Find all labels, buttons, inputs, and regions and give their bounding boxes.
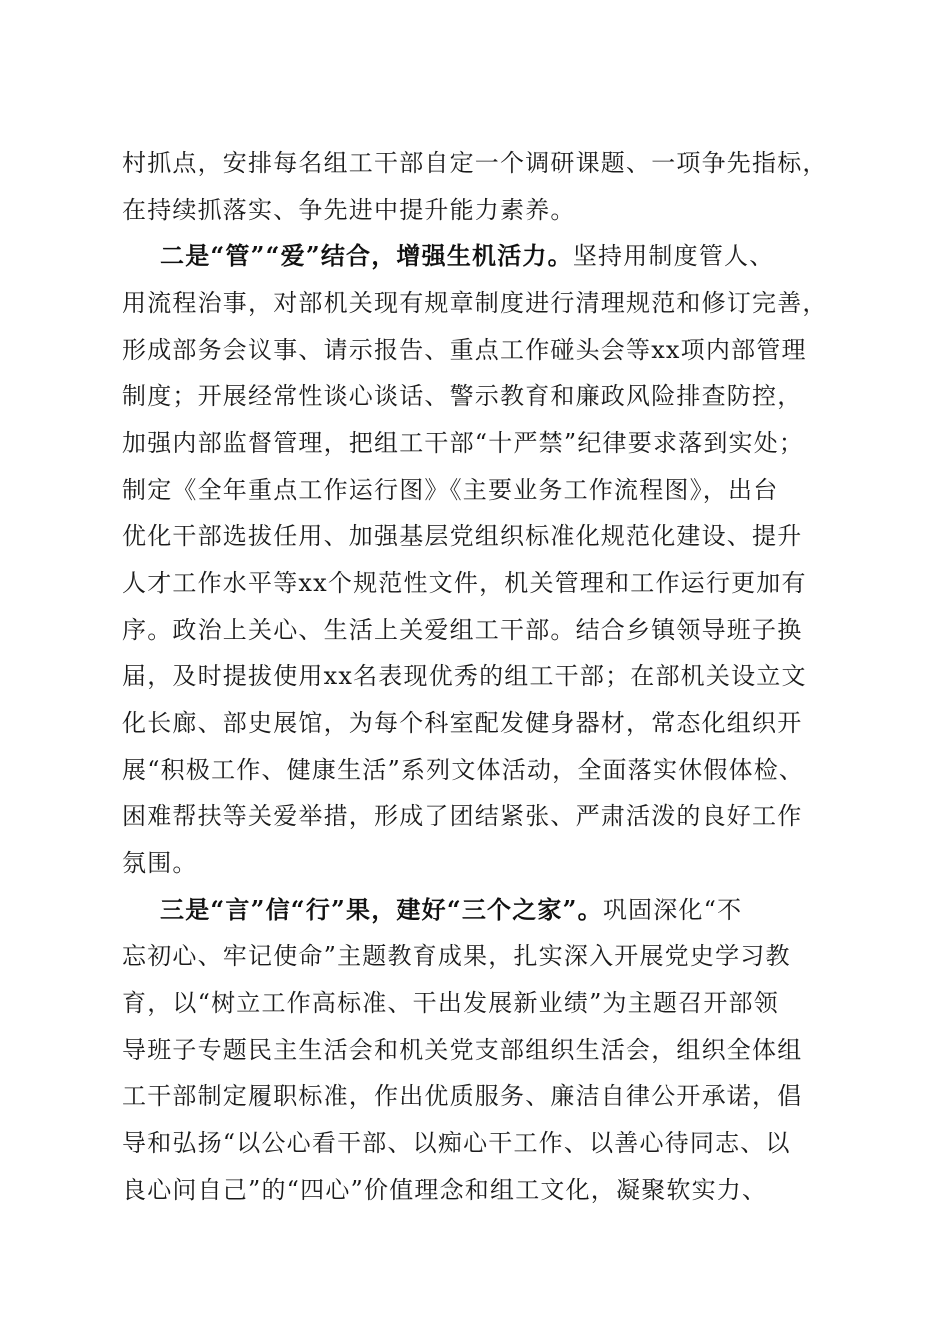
paragraph-line (160, 890, 950, 930)
paragraph-line: 工干部制定履职标准，作出优质服务、廉洁自律公开承诺，倡 (122, 1082, 803, 1110)
paragraph-line: 忘初心、牢记使命”主题教育成果，扎实深入开展党史学习教 (122, 942, 791, 970)
section-two-heading: 二是“管”“爱”结合，增强生机活力。 (160, 241, 573, 270)
paragraph-line: 人才工作水平等xx个规范性文件，机关管理和工作运行更加有 (122, 569, 807, 597)
paragraph-line: 育，以“树立工作高标准、干出发展新业绩”为主题召开部领 (122, 989, 779, 1017)
section-two-text: 坚持用制度管人、 (572, 242, 775, 270)
paragraph-line: 困难帮扶等关爱举措，形成了团结紧张、严肃活泼的良好工作 (122, 802, 803, 830)
paragraph-line: 氛围。 (122, 849, 198, 877)
paragraph-line: 导班子专题民主生活会和机关党支部组织生活会，组织全体组 (122, 1036, 803, 1064)
paragraph-line: 制度；开展经常性谈心谈话、警示教育和廉政风险排查防控， (122, 382, 803, 410)
paragraph-line: 村抓点，安排每名组工干部自定一个调研课题、一项争先指标， (122, 149, 828, 177)
paragraph-line: 良心问自己”的“四心”价值理念和组工文化，凝聚软实力、 (122, 1176, 768, 1204)
paragraph-line: 届，及时提拔使用xx名表现优秀的组工干部；在部机关设立文 (122, 662, 807, 690)
section-three-heading: 三是“言”信“行”果，建好“三个之家”。 (160, 895, 603, 924)
section-three-text: 巩固深化“不 (602, 896, 743, 924)
paragraph-line: 化长廊、部史展馆，为每个科室配发健身器材，常态化组织开 (122, 709, 803, 737)
paragraph-line: 制定《全年重点工作运行图》《主要业务工作流程图》，出台 (122, 476, 779, 504)
paragraph-line (160, 236, 950, 276)
paragraph-line: 导和弘扬“以公心看干部、以痴心干工作、以善心待同志、以 (122, 1129, 791, 1157)
paragraph-line: 加强内部监督管理，把组工干部“十严禁”纪律要求落到实处； (122, 429, 805, 457)
paragraph-line: 在持续抓落实、争先进中提升能力素养。 (122, 196, 576, 224)
paragraph-line: 形成部务会议事、请示报告、重点工作碰头会等xx项内部管理 (122, 336, 807, 364)
paragraph-line: 展“积极工作、健康生活”系列文体活动，全面落实休假体检、 (122, 756, 805, 784)
paragraph-line: 优化干部选拔任用、加强基层党组织标准化规范化建设、提升 (122, 522, 803, 550)
paragraph-line: 用流程治事，对部机关现有规章制度进行清理规范和修订完善， (122, 289, 828, 317)
paragraph-line: 序。政治上关心、生活上关爱组工干部。结合乡镇领导班子换 (122, 616, 803, 644)
